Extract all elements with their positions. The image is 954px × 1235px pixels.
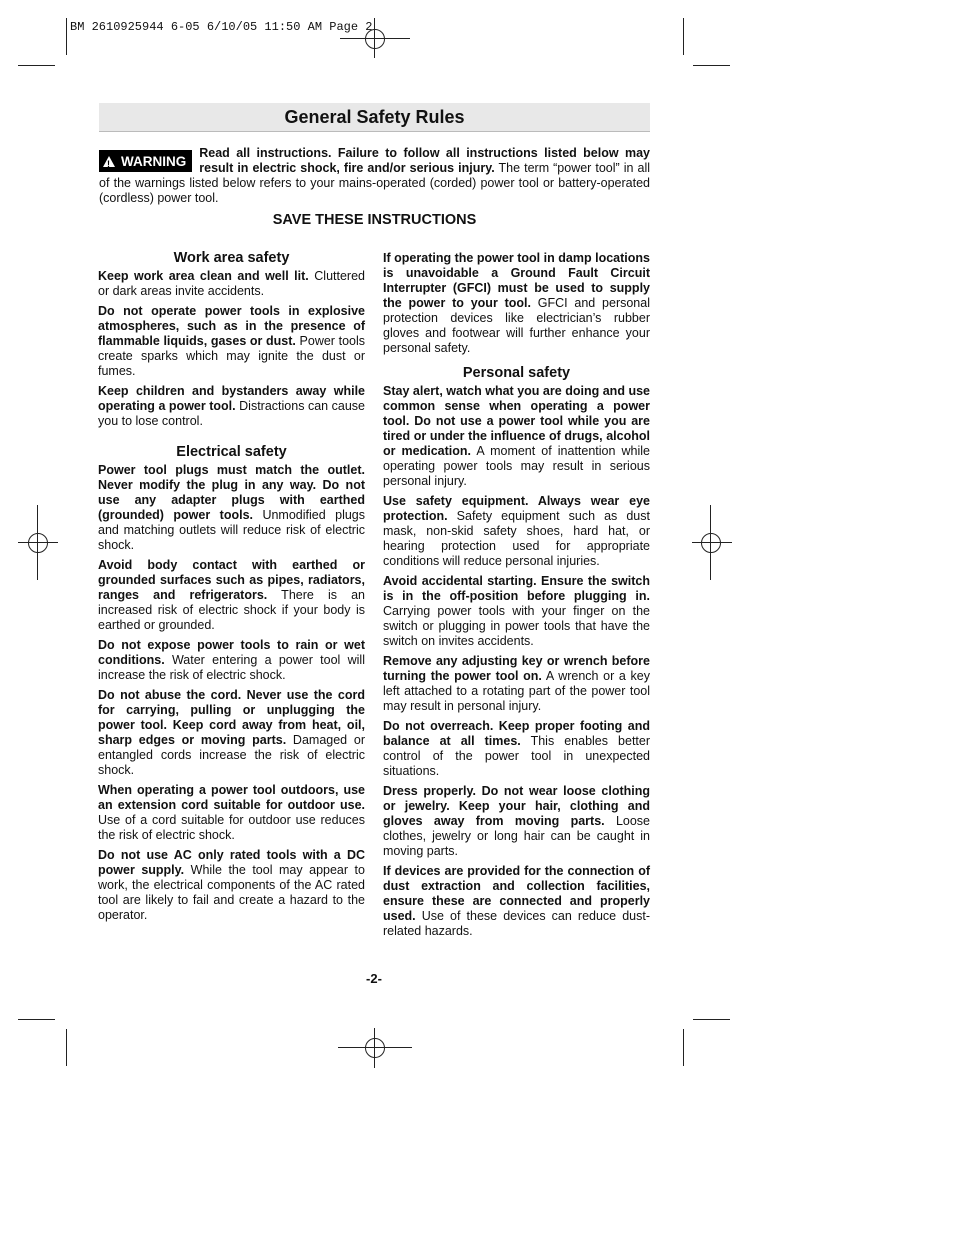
registration-mark-left	[28, 533, 48, 553]
rule-paragraph: Do not abuse the cord. Never use the cord for carrying, pulling or unplugging the power tool. Keep cord away from heat, oil, sharp edges or moving parts. Damaged or entangled cords increase the risk of electric shock.	[98, 688, 365, 777]
page-title: General Safety Rules	[284, 106, 465, 127]
rule-paragraph: Remove any adjusting key or wrench before turning the power tool on. A wrench or a key left attached to a rotating part of the power tool may result in personal injury.	[383, 654, 650, 713]
registration-mark-right	[701, 533, 721, 553]
print-slug: BM 2610925944 6-05 6/10/05 11:50 AM Page 2	[70, 20, 373, 34]
warning-text: The term “power tool” in all of the warnings listed below refers to your mains-operated (corded) power tool or battery-operated (cordless) power tool.	[99, 161, 650, 205]
rule-paragraph: Keep work area clean and well lit. Cluttered or dark areas invite accidents.	[98, 269, 365, 298]
rule-paragraph: Power tool plugs must match the outlet. Never modify the plug in any way. Do not use any adapter plugs with earthed (grounded) power tools. Unmodified plugs and matching outlets will reduce risk of electric shock.	[98, 463, 366, 552]
crop-mark	[692, 542, 732, 543]
crop-mark	[683, 18, 684, 55]
rule-paragraph: Do not use AC only rated tools with a DC power supply. While the tool may appear to work, the electrical components of the AC rated tool are likely to fail and create a hazard to the operator.	[98, 848, 365, 922]
rule-paragraph: Dress properly. Do not wear loose clothing or jewelry. Keep your hair, clothing and gloves away from moving parts. Loose clothes, jewelry or long hair can be caught in moving parts.	[383, 784, 650, 858]
right-column	[383, 251, 650, 944]
rule-paragraph: Keep children and bystanders away while operating a power tool. Distractions can cause you to lose control.	[98, 384, 365, 428]
rule-paragraph: When operating a power tool outdoors, use an extension cord suitable for outdoor use. Use of a cord suitable for outdoor use reduces the risk of electric shock.	[98, 783, 365, 842]
left-column	[98, 251, 365, 928]
rule-paragraph: If devices are provided for the connection of dust extraction and collection facilities, ensure these are connected and properly used. Use of these devices can reduce dust-related hazards.	[383, 864, 650, 938]
crop-mark	[18, 65, 55, 66]
rule-paragraph: Stay alert, watch what you are doing and use common sense when operating a power tool. Do not use a power tool while you are tired or under the influence of drugs, alcohol or medication. A moment of inattention while operating power tools may result in serious personal injury.	[383, 384, 650, 488]
warning-badge-label: WARNING	[121, 153, 187, 169]
rule-paragraph: If operating the power tool in damp locations is unavoidable a Ground Fault Circuit Interrupter (GFCI) must be used to supply the power to your tool. GFCI and personal protection devices like electrician’s rubber gloves and footwear will further enhance your personal safety.	[383, 251, 650, 355]
rule-paragraph: Do not operate power tools in explosive atmospheres, such as in the presence of flammable liquids, gases or dust. Power tools create sparks which may ignite the dust or fumes.	[98, 304, 365, 378]
crop-mark	[18, 542, 58, 543]
section-heading-work-area: Work area safety	[173, 250, 290, 266]
rule-paragraph: Use safety equipment. Always wear eye protection. Safety equipment such as dust mask, non-skid safety shoes, hard hat, or hearing protection used for appropriate conditions will reduce personal injuries.	[383, 494, 650, 568]
page-number: -2-	[366, 971, 382, 986]
rule-paragraph: Avoid accidental starting. Ensure the switch is in the off-position before plugging in. Carrying power tools with your finger on the switch or plugging in power tools that have the switch on invites accidents.	[383, 574, 650, 648]
rule-paragraph: Avoid body contact with earthed or grounded surfaces such as pipes, radiators, ranges and refrigerators. There is an increased risk of electric shock if your body is earthed or grounded.	[98, 558, 366, 632]
crop-mark	[18, 1019, 55, 1020]
crop-mark	[66, 18, 67, 55]
page-title-bar	[99, 103, 650, 132]
crop-mark	[66, 1029, 67, 1066]
registration-mark-bottom	[365, 1038, 385, 1058]
section-heading-personal: Personal safety	[462, 365, 571, 381]
rule-paragraph: Do not overreach. Keep proper footing and balance at all times. This enables better control of the power tool in unexpected situations.	[383, 719, 651, 778]
section-heading-electrical: Electrical safety	[176, 444, 287, 460]
save-instructions-heading: SAVE THESE INSTRUCTIONS	[272, 212, 477, 228]
crop-mark	[338, 1047, 412, 1048]
crop-mark	[693, 65, 730, 66]
warning-bold-text: Read all instructions. Failure to follow all instructions listed below may result in electric shock, fire and/or serious injury.	[199, 146, 650, 175]
warning-paragraph	[99, 146, 650, 206]
warning-badge	[99, 150, 192, 172]
crop-mark	[693, 1019, 730, 1020]
crop-mark	[683, 1029, 684, 1066]
crop-mark	[374, 1028, 375, 1068]
rule-paragraph: Do not expose power tools to rain or wet conditions. Water entering a power tool will increase the risk of electric shock.	[98, 638, 365, 682]
warning-triangle-icon	[103, 156, 115, 167]
crop-mark	[340, 38, 410, 39]
